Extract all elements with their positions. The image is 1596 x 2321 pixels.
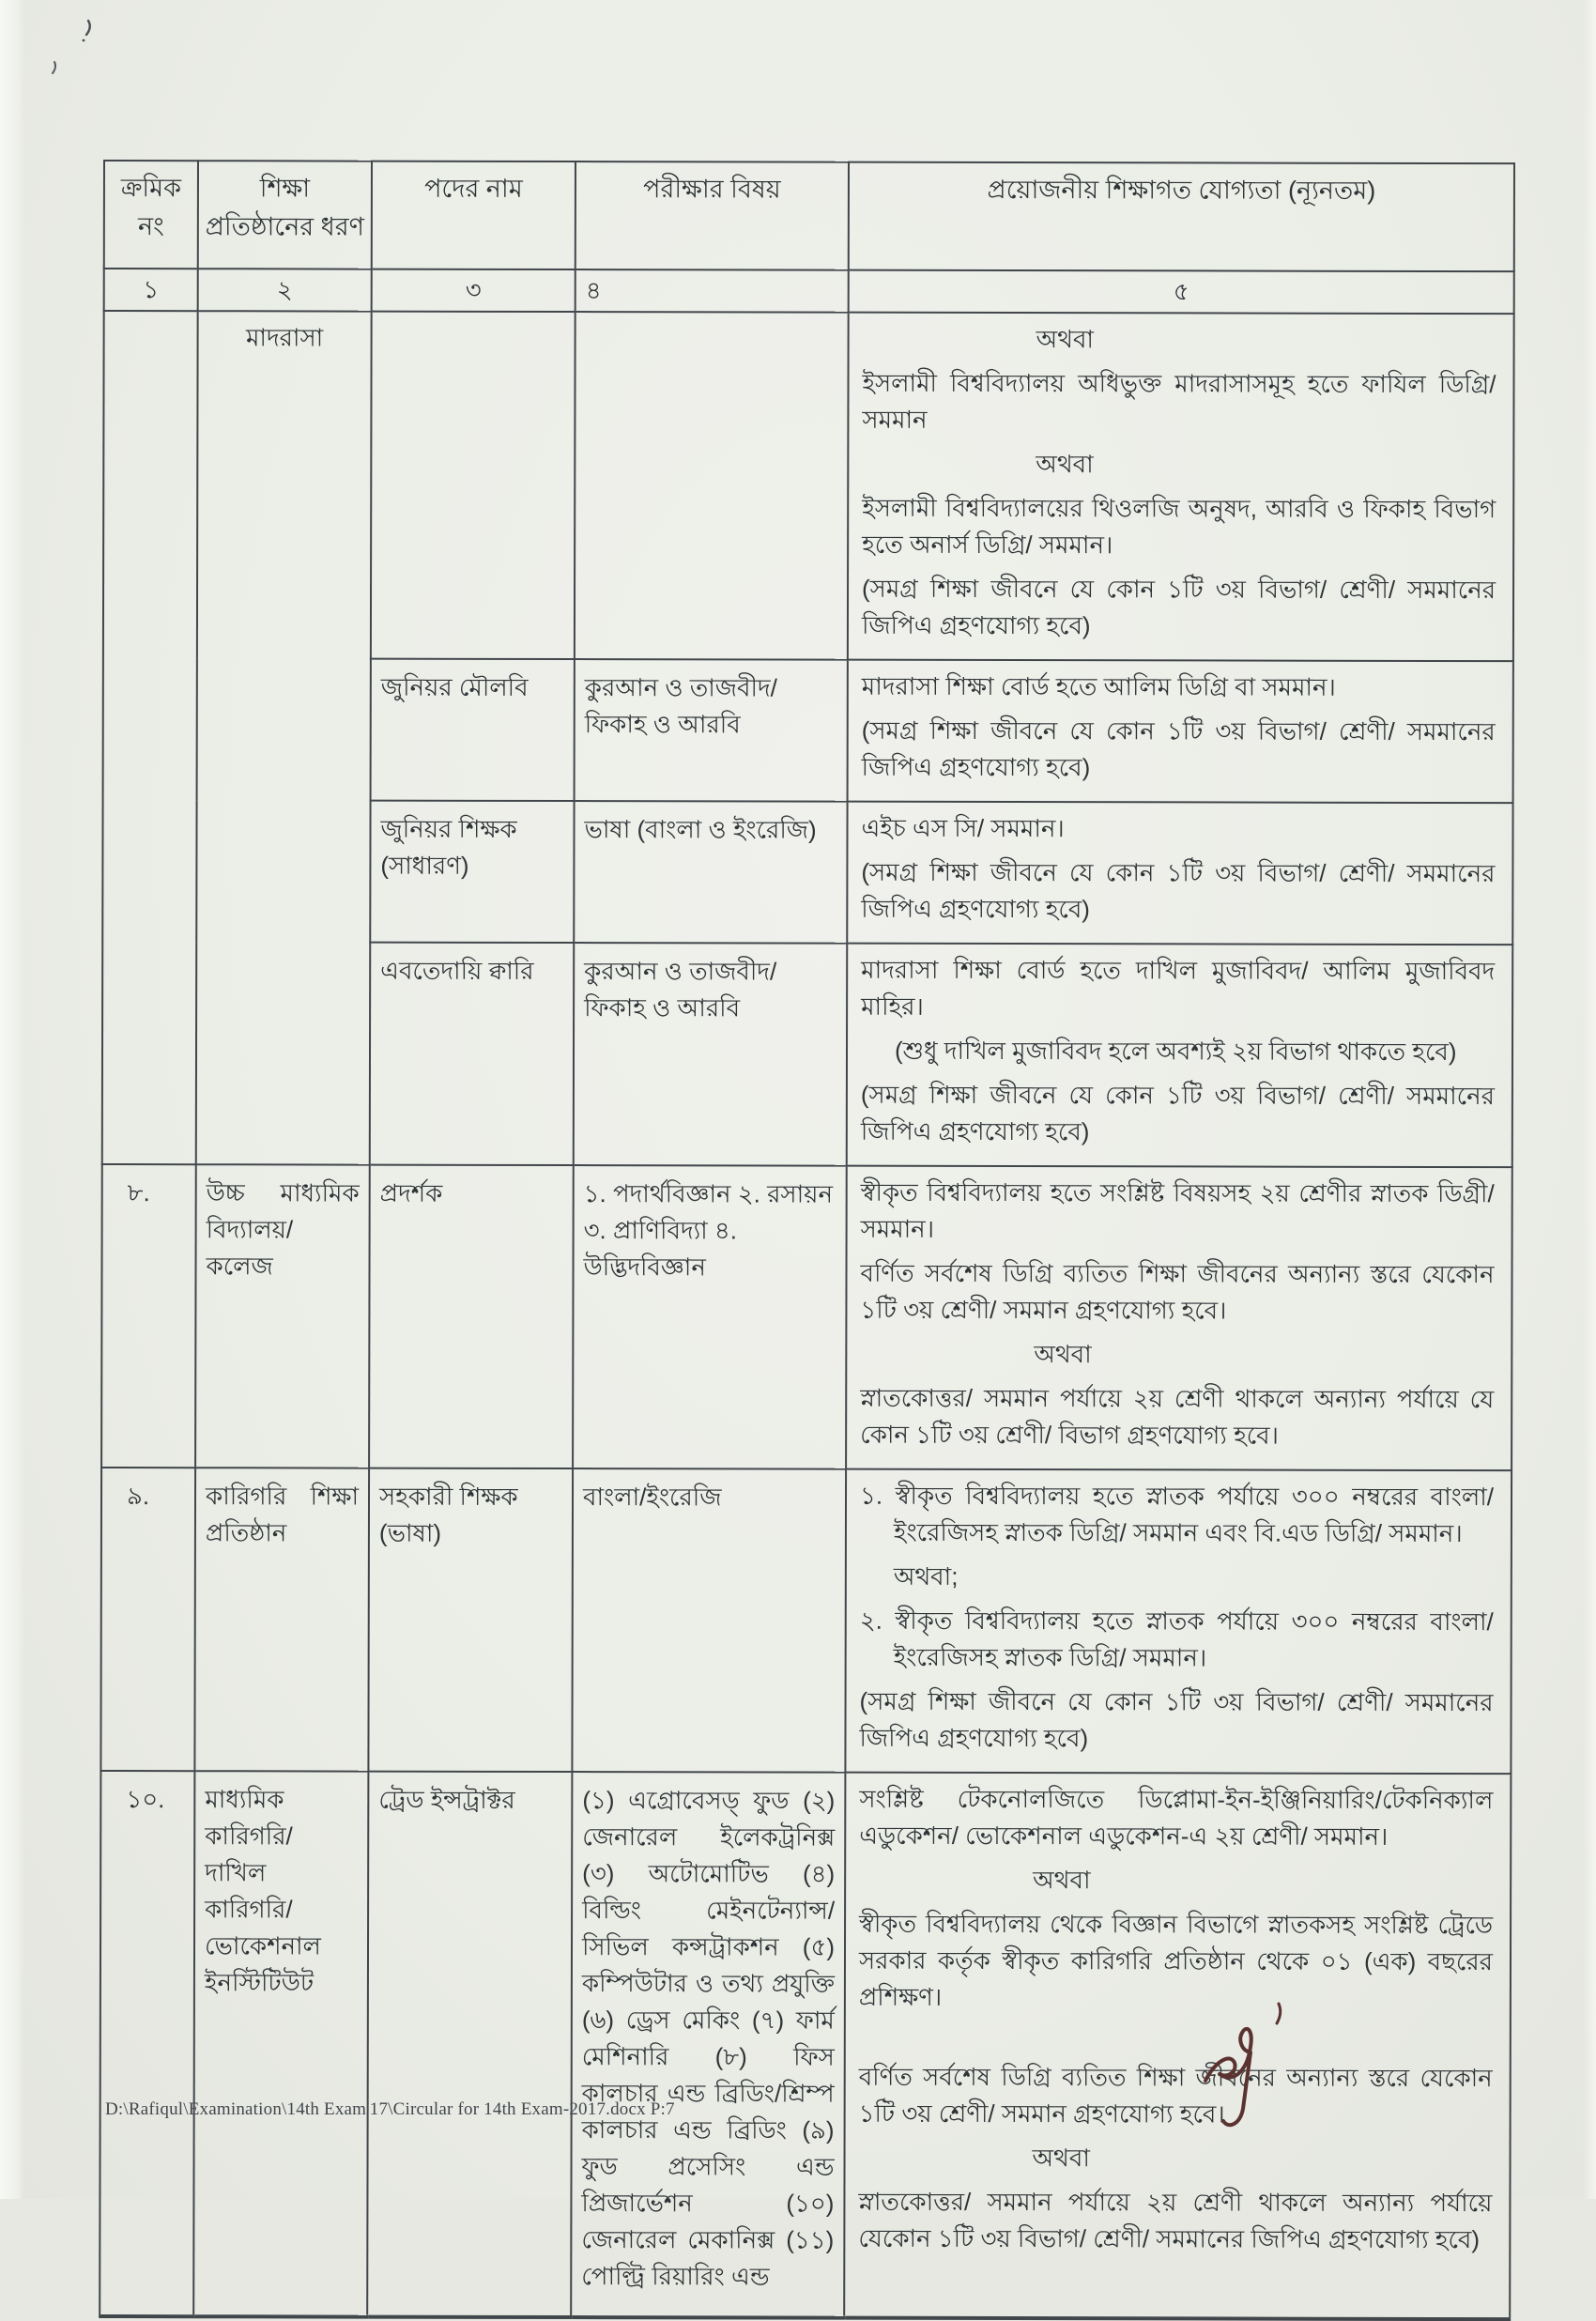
qualification-cell-junior-teacher [847,802,1512,945]
header-post-name: পদের নাম [372,161,575,269]
serial-cell-8: ৮. [101,1164,196,1468]
madrasa-continuation-row [103,311,1514,661]
qualification-line: অথবা [1036,450,1094,479]
header-institution-type: শিক্ষা প্রতিষ্ঠানের ধরণ [198,161,372,269]
post-cell-9: সহকারী শিক্ষক (ভাষা) [368,1468,573,1772]
subject-cell-continuation [575,312,849,660]
qualification-line: ইসলামী বিশ্ববিদ্যালয়ের থিওলজি অনুষদ, আরবি ও ফিকাহ বিভাগ হতে অনার্স ডিগ্রি/ সমমান। [862,493,1496,560]
column-number-2: ২ [198,269,372,311]
post-cell-10: ট্রেড ইন্সট্রাক্টর [367,1772,572,2317]
qualification-cell-10 [844,1773,1511,2319]
qualification-line: সংশ্লিষ্ট টেকনোলজিতে ডিপ্লোমা-ইন-ইঞ্জিনিয়ারিং/টেকনিক্যাল এডুকেশন/ ভোকেশনাল এডুকেশন-এ ২য় শ্রেণী/ সমমান। [859,1784,1494,1851]
institution-cell-10: মাধ্যমিক কারিগরি/ দাখিল কারিগরি/ ভোকেশনাল ইনস্টিটিউট [193,1771,368,2316]
qualification-line: এইচ এস সি/ সমমান। [861,813,1065,843]
serial-cell-9: ৯. [100,1468,195,1771]
qualification-cell-8 [846,1166,1512,1470]
subject-cell-10: (১) এগ্রোবেসড্ ফুড (২) জেনারেল ইলেকট্রনিক্স (৩) অটোমোটিভ (৪) বিল্ডিং মেইনটেন্যান্স/সিভিল কন্সট্রাকশন (৫) কম্পিউটার ও তথ্য প্রযুক্তি (৬) ড্রেস মেকিং (৭) ফার্ম মেশিনারি (৮) ফিস কালচার এন্ড ব্রিডিং/শ্রিম্প কালচার এন্ড ব্রিডিং (৯) ফুড প্রসেসিং এন্ড প্রিজার্ভেশন (১০) জেনারেল মেকানিক্স (১১) পোল্ট্রি রিয়ারিং এন্ড [571,1772,845,2318]
column-number-1: ১ [104,269,198,311]
serial-cell-10: ১০. [100,1771,194,2316]
qualification-line: (শুধু দাখিল মুজাবিবদ হলে অবশ্যই ২য় বিভাগ থাকতে হবে) [894,1036,1457,1067]
qualification-line: (সমগ্র শিক্ষা জীবনে যে কোন ১টি ৩য় বিভাগ/ শ্রেণী/ সমমানের জিপিএ গ্রহণযোগ্য হবে) [859,1686,1494,1753]
signature-scribble [1185,1991,1316,2169]
qualification-line: ১. স্বীকৃত বিশ্ববিদ্যালয় হতে স্নাতক পর্যায়ে ৩০০ নম্বরের বাংলা/ ইংরেজিসহ স্নাতক ডিগ্রি/ সমমান এবং বি.এড ডিগ্রি/ সমমান। [859,1481,1495,1548]
qualification-line: অথবা [1036,325,1095,354]
document-file-path: D:\Rafiqul\Examination\14th Exam'17\Circular for 14th Exam-2017.docx P:7 [105,2099,675,2119]
qualification-line: ২. স্বীকৃত বিশ্ববিদ্যালয় হতে স্নাতক পর্যায়ে ৩০০ নম্বরের বাংলা/ ইংরেজিসহ স্নাতক ডিগ্রি/ সমমান। [859,1606,1494,1672]
qualification-line: অথবা [1032,2144,1090,2173]
institution-cell-8: উচ্চ মাধ্যমিক বিদ্যালয়/ কলেজ [195,1164,370,1468]
table-header-row [104,161,1514,271]
qualification-cell-continuation [848,313,1514,661]
header-serial-no: ক্রমিক নং [104,161,198,269]
subject-cell-junior-teacher: ভাষা (বাংলা ও ইংরেজি) [574,801,847,944]
qualification-line: (সমগ্র শিক্ষা জীবনে যে কোন ১টি ৩য় বিভাগ/ শ্রেণী/ সমমানের জিপিএ গ্রহণযোগ্য হবে) [860,1080,1495,1146]
institution-cell-9: কারিগরি শিক্ষা প্রতিষ্ঠান [194,1468,369,1771]
qualification-cell-junior-moulvi [848,660,1513,803]
post-cell-junior-moulvi: জুনিয়র মৌলবি [371,659,575,801]
qualification-line: বর্ণিত সর্বশেষ ডিগ্রি ব্যতিত শিক্ষা জীবনের অন্যান্য স্তরে যেকোন ১টি ৩য় শ্রেণী/ সমমান গ্রহণযোগ্য হবে। [860,1258,1495,1325]
subject-cell-9: বাংলা/ইংরেজি [572,1468,846,1773]
post-cell-8: প্রদর্শক [369,1165,574,1468]
qualification-line: ইসলামী বিশ্ববিদ্যালয় অধিভুক্ত মাদরাসাসমূহ হতে ফাযিল ডিগ্রি/ সমমান [862,368,1496,434]
subject-cell-ebtedayee-qari: কুরআন ও তাজবীদ/ ফিকাহ ও আরবি [574,943,847,1166]
qualification-cell-ebtedayee-qari [847,944,1512,1167]
qualification-line: অথবা [1034,1340,1092,1369]
qualification-line: স্বীকৃত বিশ্ববিদ্যালয় থেকে বিজ্ঞান বিভাগে স্নাতকসহ সংশ্লিষ্ট ট্রেডে সরকার কর্তৃক স্বীকৃত কারিগরি প্রতিষ্ঠান থেকে ০১ (এক) বছরের প্রশিক্ষণ। [858,1909,1494,2011]
serial-cell-madrasa [102,311,198,1164]
post-cell-ebtedayee-qari: এবতেদায়ি ক্বারি [370,943,574,1165]
qualification-cell-9 [845,1469,1512,1774]
row-8 [101,1164,1512,1470]
row-9 [100,1468,1512,1774]
qualification-line: (সমগ্র শিক্ষা জীবনে যে কোন ১টি ৩য় বিভাগ/ শ্রেণী/ সমমানের জিপিএ গ্রহণযোগ্য হবে) [861,574,1496,640]
column-number-3: ৩ [372,269,575,312]
header-exam-subject: পরীক্ষার বিষয় [575,161,849,270]
institution-cell-madrasa: মাদরাসা [196,311,372,1164]
subject-cell-8: ১. পদার্থবিজ্ঞান ২. রসায়ন ৩. প্রাণিবিদ্যা ৪. উদ্ভিদবিজ্ঞান [573,1165,847,1469]
qualification-line: মাদরাসা শিক্ষা বোর্ড হতে আলিম ডিগ্রি বা সমমান। [861,671,1336,701]
post-cell-continuation [371,312,575,659]
qualification-line: স্নাতকোত্তর/ সমমান পর্যায়ে ২য় শ্রেণী থাকলে অন্যান্য পর্যায়ে যে কোন ১টি ৩য় শ্রেণী/ বিভাগ গ্রহণযোগ্য হবে। [860,1383,1495,1450]
column-number-row [104,269,1514,314]
qualification-line: (সমগ্র শিক্ষা জীবনে যে কোন ১টি ৩য় বিভাগ/ শ্রেণী/ সমমানের জিপিএ গ্রহণযোগ্য হবে) [861,857,1496,924]
qualification-line: বর্ণিত সর্বশেষ ডিগ্রি ব্যতিত শিক্ষা জীবনের অন্যান্য স্তরে যেকোন ১টি ৩য় শ্রেণী/ সমমান গ্রহণযোগ্য হবে। [858,2062,1493,2129]
qualification-line: মাদরাসা শিক্ষা বোর্ড হতে দাখিল মুজাবিবদ/ আলিম মুজাবিবদ মাহির। [861,955,1496,1021]
header-required-qualification: প্রয়োজনীয় শিক্ষাগত যোগ্যতা (ন্যূনতম) [849,162,1514,271]
column-number-4: ৪ [575,269,849,313]
qualification-line: অথবা [1033,1866,1091,1895]
qualification-line: (সমগ্র শিক্ষা জীবনে যে কোন ১টি ৩য় বিভাগ/ শ্রেণী/ সমমানের জিপিএ গ্রহণযোগ্য হবে) [861,715,1496,782]
qualification-line: স্নাতকোত্তর/ সমমান পর্যায়ে ২য় শ্রেণী থাকলে অন্যান্য পর্যায়ে যেকোন ১টি ৩য় বিভাগ/ শ্রেণী/ সমমানের জিপিএ গ্রহণযোগ্য হবে) [858,2187,1493,2254]
post-cell-junior-teacher: জুনিয়র শিক্ষক (সাধারণ) [370,801,574,943]
subject-cell-junior-moulvi: কুরআন ও তাজবীদ/ ফিকাহ ও আরবি [575,659,848,802]
qualification-line: অথবা; [893,1561,959,1591]
column-number-5: ৫ [849,270,1514,314]
qualification-line: স্বীকৃত বিশ্ববিদ্যালয় হতে সংশ্লিষ্ট বিষয়সহ ২য় শ্রেণীর স্নাতক ডিগ্রী/ সমমান। [860,1177,1495,1243]
